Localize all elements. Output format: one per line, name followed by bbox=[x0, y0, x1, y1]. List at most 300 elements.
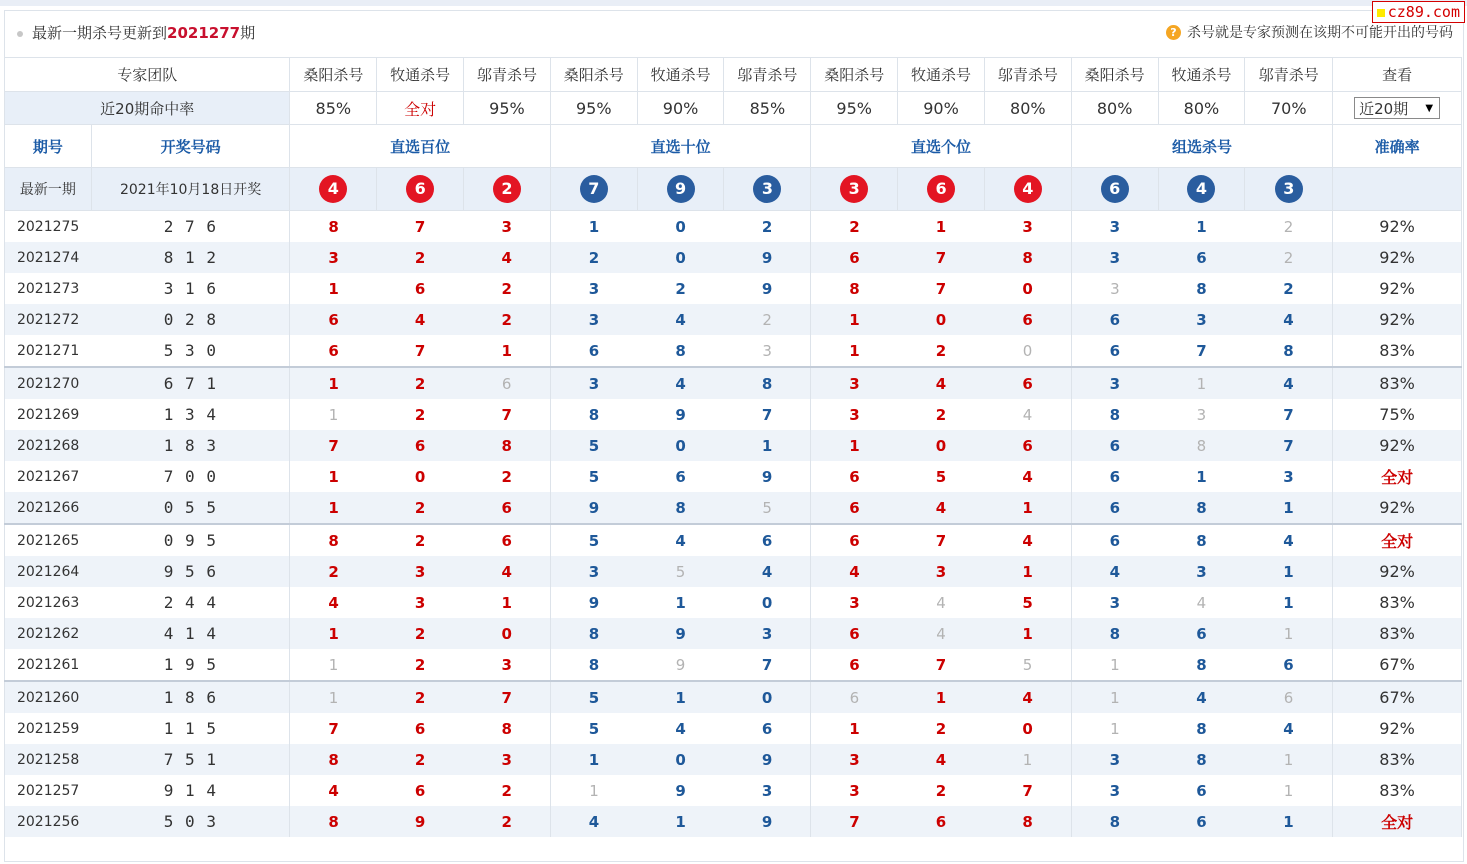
kill-number: 8 bbox=[1158, 524, 1245, 556]
hit-rate: 70% bbox=[1245, 92, 1333, 125]
latest-kill-cell bbox=[290, 168, 377, 211]
kill-number: 3 bbox=[724, 775, 811, 806]
kill-number: 7 bbox=[1196, 341, 1207, 360]
kill-number: 4 bbox=[1245, 524, 1333, 556]
issue-header: 期号 bbox=[5, 125, 92, 168]
kill-number: 8 bbox=[464, 713, 551, 744]
kill-number: 7 bbox=[811, 806, 898, 837]
table-row bbox=[5, 618, 1462, 649]
kill-number: 7 bbox=[724, 399, 811, 430]
table-row bbox=[5, 367, 1462, 399]
table-row bbox=[5, 492, 1462, 524]
accuracy-value: 全对 bbox=[1333, 524, 1462, 556]
kill-number: 1 bbox=[1245, 556, 1333, 587]
draw-number: 0 2 8 bbox=[91, 304, 290, 335]
expert-name: 邬青杀号 bbox=[724, 58, 811, 92]
kill-number: 6 bbox=[464, 524, 551, 556]
kill-number: 7 bbox=[377, 211, 464, 243]
kill-ball: 9 bbox=[667, 175, 695, 203]
kill-number: 2 bbox=[464, 806, 551, 837]
kill-ball: 7 bbox=[580, 175, 608, 203]
hit-rate: 80% bbox=[984, 92, 1071, 125]
watermark-text: cz89.com bbox=[1387, 3, 1460, 21]
kill-number: 2 bbox=[1245, 211, 1333, 243]
accuracy-value: 83% bbox=[1333, 744, 1462, 775]
expert-name: 牧通杀号 bbox=[377, 58, 464, 92]
kill-number: 6 bbox=[849, 655, 860, 674]
kill-number: 0 bbox=[724, 587, 811, 618]
kill-number: 4 bbox=[898, 367, 985, 399]
latest-label: 最新一期 bbox=[5, 168, 92, 211]
kill-number: 0 bbox=[984, 713, 1071, 744]
latest-kill-cell bbox=[1245, 168, 1333, 211]
kill-number: 4 bbox=[984, 461, 1071, 492]
title-suffix: 期 bbox=[240, 24, 256, 42]
accuracy-value: 83% bbox=[1333, 775, 1462, 806]
bullet-icon bbox=[17, 31, 23, 37]
kill-number: 1 bbox=[984, 556, 1071, 587]
kill-number: 6 bbox=[1158, 242, 1245, 273]
view-label: 查看 bbox=[1333, 58, 1462, 92]
kill-number: 6 bbox=[377, 430, 464, 461]
hit-rate: 85% bbox=[290, 92, 377, 125]
draw-number: 7 5 1 bbox=[91, 744, 290, 775]
kill-number: 6 bbox=[1071, 430, 1158, 461]
kill-number: 5 bbox=[935, 467, 947, 486]
latest-kill-cell bbox=[811, 168, 898, 211]
kill-number: 2 bbox=[377, 681, 464, 713]
kill-number: 3 bbox=[811, 367, 898, 399]
kill-number: 8 bbox=[1071, 806, 1158, 837]
issue-number: 2021268 bbox=[5, 430, 92, 461]
table-row bbox=[5, 744, 1462, 775]
kill-number: 3 bbox=[1071, 211, 1158, 243]
kill-number: 6 bbox=[588, 341, 600, 360]
kill-number: 1 bbox=[1110, 719, 1120, 738]
kill-number: 1 bbox=[1071, 681, 1158, 713]
kill-number: 5 bbox=[550, 430, 637, 461]
kill-ball: 3 bbox=[1275, 175, 1303, 203]
kill-number: 6 bbox=[464, 492, 551, 524]
accuracy-value: 92% bbox=[1333, 304, 1462, 335]
kill-number: 7 bbox=[1245, 399, 1333, 430]
kill-number: 3 bbox=[1071, 744, 1158, 775]
kill-number: 7 bbox=[464, 399, 551, 430]
kill-number: 6 bbox=[290, 304, 377, 335]
kill-number: 2 bbox=[1245, 273, 1333, 304]
kill-number: 8 bbox=[1196, 655, 1207, 674]
kill-number: 8 bbox=[984, 806, 1071, 837]
kill-number: 2 bbox=[377, 242, 464, 273]
kill-number: 3 bbox=[377, 556, 464, 587]
table-row bbox=[5, 304, 1462, 335]
kill-number: 3 bbox=[290, 242, 377, 273]
draw-number: 7 0 0 bbox=[91, 461, 290, 492]
table-row bbox=[5, 211, 1462, 243]
kill-number: 8 bbox=[984, 242, 1071, 273]
kill-number: 4 bbox=[1245, 713, 1333, 744]
kill-number: 2 bbox=[550, 242, 637, 273]
issue-number: 2021259 bbox=[5, 713, 92, 744]
expert-name: 牧通杀号 bbox=[898, 58, 985, 92]
kill-number: 6 bbox=[811, 492, 898, 524]
kill-number: 2 bbox=[464, 304, 551, 335]
issue-number: 2021267 bbox=[5, 461, 92, 492]
kill-number: 2 bbox=[811, 211, 898, 243]
kill-number: 6 bbox=[328, 341, 339, 360]
kill-number: 2 bbox=[935, 781, 947, 800]
accuracy-value: 92% bbox=[1333, 430, 1462, 461]
kill-number: 0 bbox=[984, 273, 1071, 304]
note-text: 杀号就是专家预测在该期不可能开出的号码 bbox=[1187, 25, 1453, 41]
kill-number: 5 bbox=[588, 467, 600, 486]
kill-number: 7 bbox=[935, 279, 947, 298]
kill-number: 6 bbox=[1245, 649, 1333, 681]
kill-number: 2 bbox=[464, 273, 551, 304]
kill-number: 4 bbox=[898, 492, 985, 524]
kill-number: 6 bbox=[1245, 681, 1333, 713]
kill-number: 1 bbox=[984, 744, 1071, 775]
expert-name: 牧通杀号 bbox=[1158, 58, 1245, 92]
kill-number: 7 bbox=[898, 524, 985, 556]
table-row bbox=[5, 335, 1462, 367]
rate-row bbox=[5, 92, 1462, 125]
issue-number: 2021263 bbox=[5, 587, 92, 618]
kill-number: 9 bbox=[724, 242, 811, 273]
kill-number: 3 bbox=[1071, 242, 1158, 273]
expert-name: 邬青杀号 bbox=[1245, 58, 1333, 92]
latest-row bbox=[5, 168, 1462, 211]
kill-number: 2 bbox=[464, 461, 551, 492]
kill-ball: 3 bbox=[840, 175, 868, 203]
kill-number: 5 bbox=[984, 649, 1071, 681]
kill-number: 8 bbox=[290, 211, 377, 243]
issue-number: 2021269 bbox=[5, 399, 92, 430]
kill-number: 6 bbox=[414, 719, 426, 738]
draw-number: 1 8 6 bbox=[91, 681, 290, 713]
kill-number: 6 bbox=[1071, 524, 1158, 556]
kill-number: 1 bbox=[984, 492, 1071, 524]
kill-number: 3 bbox=[464, 649, 551, 681]
kill-number: 0 bbox=[984, 335, 1071, 367]
issue-number: 2021273 bbox=[5, 273, 92, 304]
draw-number: 1 3 4 bbox=[91, 399, 290, 430]
kill-number: 0 bbox=[637, 430, 724, 461]
kill-number: 1 bbox=[1245, 618, 1333, 649]
watermark-square-icon bbox=[1377, 9, 1385, 17]
accuracy-value: 67% bbox=[1333, 681, 1462, 713]
kill-number: 1 bbox=[290, 618, 377, 649]
kill-number: 8 bbox=[588, 405, 600, 424]
kill-number: 8 bbox=[1196, 279, 1207, 298]
accuracy-value: 92% bbox=[1333, 211, 1462, 243]
kill-number: 1 bbox=[328, 279, 339, 298]
kill-number: 4 bbox=[1158, 681, 1245, 713]
group-header-tens: 直选十位 bbox=[550, 125, 810, 168]
kill-number: 2 bbox=[935, 405, 947, 424]
accuracy-value: 83% bbox=[1333, 587, 1462, 618]
accuracy-value: 92% bbox=[1333, 713, 1462, 744]
draw-number: 1 1 5 bbox=[91, 713, 290, 744]
kill-number: 3 bbox=[550, 367, 637, 399]
latest-kill-cell bbox=[637, 168, 724, 211]
issue-number: 2021274 bbox=[5, 242, 92, 273]
kill-number: 0 bbox=[637, 744, 724, 775]
kill-number: 6 bbox=[1196, 781, 1207, 800]
draw-number: 8 1 2 bbox=[91, 242, 290, 273]
expert-name: 邬青杀号 bbox=[464, 58, 551, 92]
period-select-cell bbox=[1333, 92, 1462, 125]
kill-number: 1 bbox=[849, 341, 860, 360]
kill-ball: 6 bbox=[406, 175, 434, 203]
hit-rate: 95% bbox=[464, 92, 551, 125]
kill-number: 6 bbox=[1158, 806, 1245, 837]
kill-number: 1 bbox=[290, 681, 377, 713]
expert-name: 桑阳杀号 bbox=[290, 58, 377, 92]
draw-number: 0 9 5 bbox=[91, 524, 290, 556]
kill-number: 9 bbox=[675, 655, 686, 674]
draw-number: 2 7 6 bbox=[91, 211, 290, 243]
kill-number: 0 bbox=[898, 304, 985, 335]
period-select-value: 近20期 bbox=[1359, 100, 1409, 118]
expert-name: 桑阳杀号 bbox=[1071, 58, 1158, 92]
kill-number: 7 bbox=[1245, 430, 1333, 461]
kill-number: 6 bbox=[811, 681, 898, 713]
table-row bbox=[5, 681, 1462, 713]
kill-number: 6 bbox=[414, 279, 426, 298]
kill-number: 5 bbox=[637, 556, 724, 587]
kill-number: 6 bbox=[811, 242, 898, 273]
issue-number: 2021271 bbox=[5, 335, 92, 367]
kill-ball: 3 bbox=[753, 175, 781, 203]
title-prefix: 最新一期杀号更新到 bbox=[32, 24, 168, 42]
kill-number: 0 bbox=[414, 467, 426, 486]
accuracy-value: 83% bbox=[1333, 335, 1462, 367]
kill-number: 4 bbox=[1245, 367, 1333, 399]
kill-number: 3 bbox=[550, 304, 637, 335]
kill-ball: 4 bbox=[319, 175, 347, 203]
kill-note bbox=[1166, 22, 1453, 44]
kill-number: 3 bbox=[1110, 279, 1120, 298]
kill-number: 2 bbox=[675, 279, 686, 298]
kill-number: 3 bbox=[464, 744, 551, 775]
kill-number: 2 bbox=[724, 211, 811, 243]
kill-number: 4 bbox=[550, 806, 637, 837]
kill-number: 6 bbox=[984, 367, 1071, 399]
table-row bbox=[5, 587, 1462, 618]
kill-number: 3 bbox=[1109, 593, 1121, 612]
kill-number: 4 bbox=[898, 744, 985, 775]
hit-rate: 90% bbox=[637, 92, 724, 125]
kill-number: 1 bbox=[675, 593, 686, 612]
draw-number: 9 1 4 bbox=[91, 775, 290, 806]
draw-header: 开奖号码 bbox=[91, 125, 290, 168]
kill-number: 2 bbox=[377, 367, 464, 399]
kill-number: 2 bbox=[414, 655, 426, 674]
kill-number: 4 bbox=[637, 304, 724, 335]
kill-number: 1 bbox=[1245, 587, 1333, 618]
panel-header bbox=[5, 11, 1463, 57]
issue-number: 2021258 bbox=[5, 744, 92, 775]
kill-number: 8 bbox=[849, 279, 860, 298]
kill-ball: 6 bbox=[927, 175, 955, 203]
draw-number: 0 5 5 bbox=[91, 492, 290, 524]
kill-number: 6 bbox=[1158, 618, 1245, 649]
kill-number: 6 bbox=[724, 524, 811, 556]
kill-number: 1 bbox=[1245, 806, 1333, 837]
latest-kill-cell bbox=[377, 168, 464, 211]
kill-number: 0 bbox=[724, 681, 811, 713]
kill-number: 1 bbox=[637, 681, 724, 713]
kill-number: 8 bbox=[1196, 719, 1207, 738]
top-band bbox=[0, 0, 1467, 6]
kill-number: 0 bbox=[464, 618, 551, 649]
kill-number: 6 bbox=[1109, 467, 1121, 486]
kill-number: 6 bbox=[724, 713, 811, 744]
kill-number: 4 bbox=[328, 781, 339, 800]
kill-number: 4 bbox=[637, 524, 724, 556]
table-row bbox=[5, 273, 1462, 304]
kill-number: 3 bbox=[1071, 367, 1158, 399]
kill-number: 1 bbox=[811, 430, 898, 461]
kill-table bbox=[4, 57, 1462, 837]
title-issue-number: 2021277 bbox=[167, 24, 241, 42]
accuracy-header: 准确率 bbox=[1333, 125, 1462, 168]
kill-number: 1 bbox=[1245, 744, 1333, 775]
accuracy-value: 67% bbox=[1333, 649, 1462, 681]
kill-number: 3 bbox=[550, 556, 637, 587]
kill-number: 4 bbox=[464, 556, 551, 587]
kill-number: 2 bbox=[935, 719, 947, 738]
issue-number: 2021262 bbox=[5, 618, 92, 649]
kill-number: 2 bbox=[464, 775, 551, 806]
kill-number: 1 bbox=[1158, 367, 1245, 399]
group-header-hundreds: 直选百位 bbox=[290, 125, 550, 168]
kill-number: 6 bbox=[984, 304, 1071, 335]
draw-number: 4 1 4 bbox=[91, 618, 290, 649]
accuracy-value: 全对 bbox=[1333, 806, 1462, 837]
table-row bbox=[5, 775, 1462, 806]
issue-number: 2021260 bbox=[5, 681, 92, 713]
kill-number: 8 bbox=[1071, 618, 1158, 649]
issue-number: 2021266 bbox=[5, 492, 92, 524]
draw-number: 9 5 6 bbox=[91, 556, 290, 587]
group-header-group-kill: 组选杀号 bbox=[1071, 125, 1332, 168]
kill-number: 2 bbox=[724, 304, 811, 335]
accuracy-value: 75% bbox=[1333, 399, 1462, 430]
kill-number: 8 bbox=[675, 341, 686, 360]
experts-row bbox=[5, 58, 1462, 92]
kill-number: 1 bbox=[1158, 211, 1245, 243]
table-row bbox=[5, 461, 1462, 492]
kill-number: 9 bbox=[377, 806, 464, 837]
kill-ball: 6 bbox=[1101, 175, 1129, 203]
hit-rate: 全对 bbox=[377, 92, 464, 125]
expert-name: 桑阳杀号 bbox=[811, 58, 898, 92]
kill-number: 1 bbox=[898, 681, 985, 713]
kill-number: 6 bbox=[984, 430, 1071, 461]
kill-number: 1 bbox=[290, 367, 377, 399]
kill-number: 0 bbox=[637, 211, 724, 243]
dropdown-arrow-icon: ▼ bbox=[1425, 103, 1434, 114]
site-watermark bbox=[1372, 1, 1465, 23]
kill-number: 1 bbox=[1110, 655, 1120, 674]
accuracy-value: 92% bbox=[1333, 556, 1462, 587]
kill-number: 4 bbox=[675, 719, 686, 738]
accuracy-value: 92% bbox=[1333, 273, 1462, 304]
kill-number: 0 bbox=[898, 430, 985, 461]
kill-number: 5 bbox=[550, 524, 637, 556]
kill-number: 3 bbox=[1245, 461, 1333, 492]
kill-number: 1 bbox=[1245, 775, 1333, 806]
kill-number: 4 bbox=[984, 399, 1071, 430]
accuracy-value: 83% bbox=[1333, 367, 1462, 399]
period-select[interactable] bbox=[1354, 97, 1440, 119]
kill-number: 4 bbox=[984, 524, 1071, 556]
kill-number: 3 bbox=[984, 211, 1071, 243]
kill-number: 3 bbox=[811, 744, 898, 775]
latest-kill-cell bbox=[898, 168, 985, 211]
table-row bbox=[5, 649, 1462, 681]
hit-rate: 80% bbox=[1071, 92, 1158, 125]
hit-rate: 90% bbox=[898, 92, 985, 125]
kill-number: 8 bbox=[1109, 405, 1121, 424]
kill-number: 9 bbox=[724, 806, 811, 837]
kill-number: 9 bbox=[724, 461, 811, 492]
kill-number: 1 bbox=[1245, 492, 1333, 524]
kill-number: 9 bbox=[550, 492, 637, 524]
kill-number: 6 bbox=[464, 367, 551, 399]
draw-number: 6 7 1 bbox=[91, 367, 290, 399]
kill-number: 2 bbox=[1245, 242, 1333, 273]
kill-number: 8 bbox=[550, 618, 637, 649]
kill-number: 1 bbox=[811, 304, 898, 335]
kill-number: 6 bbox=[811, 524, 898, 556]
kill-number-panel bbox=[4, 10, 1464, 862]
expert-name: 牧通杀号 bbox=[637, 58, 724, 92]
draw-number: 5 3 0 bbox=[91, 335, 290, 367]
kill-number: 9 bbox=[637, 618, 724, 649]
rate-label: 近20期命中率 bbox=[5, 92, 290, 125]
kill-number: 8 bbox=[1158, 430, 1245, 461]
kill-number: 8 bbox=[588, 655, 600, 674]
kill-ball: 2 bbox=[493, 175, 521, 203]
kill-number: 4 bbox=[984, 681, 1071, 713]
draw-number: 1 8 3 bbox=[91, 430, 290, 461]
kill-number: 5 bbox=[724, 492, 811, 524]
kill-number: 7 bbox=[935, 655, 947, 674]
kill-number: 1 bbox=[328, 405, 339, 424]
accuracy-value: 83% bbox=[1333, 618, 1462, 649]
issue-number: 2021265 bbox=[5, 524, 92, 556]
kill-number: 1 bbox=[290, 492, 377, 524]
latest-kill-cell bbox=[1071, 168, 1158, 211]
kill-number: 4 bbox=[637, 367, 724, 399]
kill-number: 3 bbox=[898, 556, 985, 587]
kill-number: 6 bbox=[414, 781, 426, 800]
accuracy-value: 92% bbox=[1333, 242, 1462, 273]
kill-number: 1 bbox=[328, 467, 339, 486]
kill-number: 8 bbox=[637, 492, 724, 524]
issue-number: 2021272 bbox=[5, 304, 92, 335]
kill-number: 3 bbox=[1196, 405, 1207, 424]
question-icon: ? bbox=[1166, 25, 1181, 40]
table-row bbox=[5, 556, 1462, 587]
kill-number: 1 bbox=[984, 618, 1071, 649]
kill-number: 3 bbox=[1158, 556, 1245, 587]
kill-number: 1 bbox=[849, 719, 860, 738]
table-row bbox=[5, 713, 1462, 744]
